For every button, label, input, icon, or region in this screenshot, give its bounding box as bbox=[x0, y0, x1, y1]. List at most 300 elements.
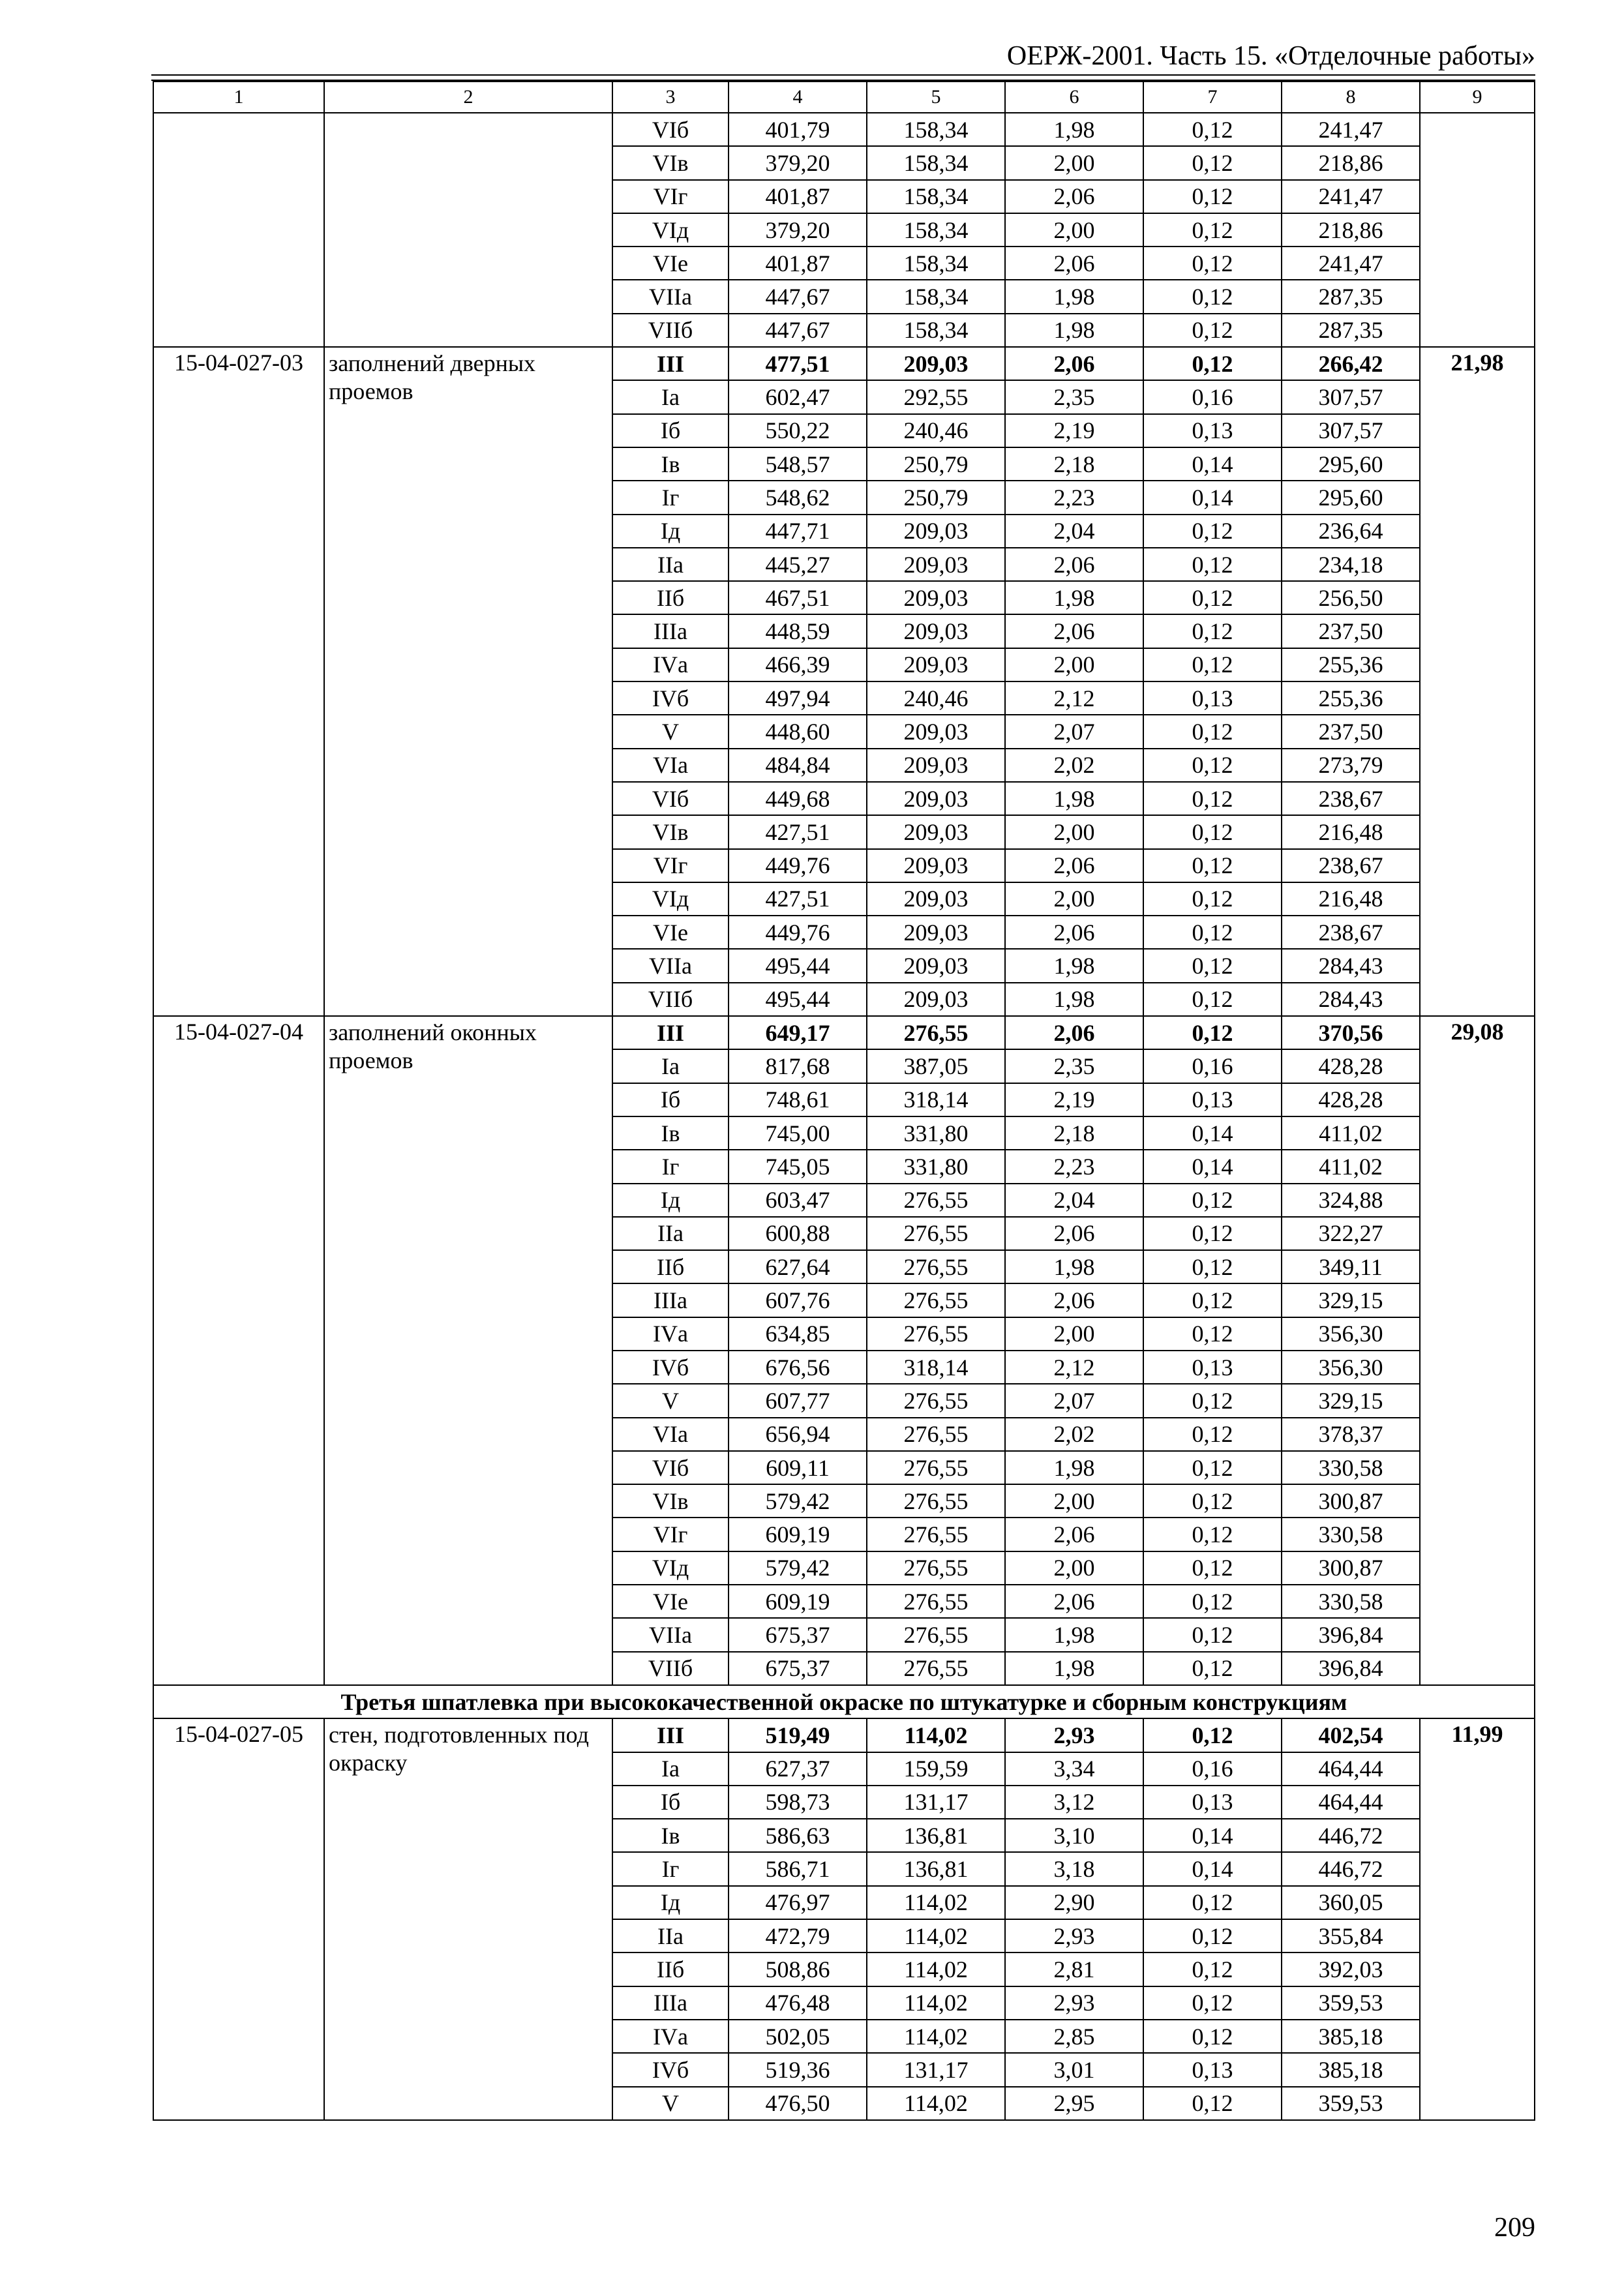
value-cell: 0,12 bbox=[1143, 882, 1282, 916]
category-cell: Iд bbox=[612, 515, 729, 548]
value-cell: 396,84 bbox=[1282, 1618, 1420, 1651]
value-cell: 209,03 bbox=[867, 782, 1005, 815]
value-cell: 2,00 bbox=[1005, 882, 1143, 916]
value-cell: 675,37 bbox=[729, 1618, 867, 1651]
category-cell: VIе bbox=[612, 1585, 729, 1618]
category-cell: Iв bbox=[612, 1819, 729, 1852]
value-cell: 0,12 bbox=[1143, 1718, 1282, 1752]
code-cell: 15-04-027-03 bbox=[153, 347, 324, 1016]
value-cell: 0,12 bbox=[1143, 2020, 1282, 2053]
value-cell: 675,37 bbox=[729, 1652, 867, 1685]
value-cell: 295,60 bbox=[1282, 447, 1420, 481]
price-table bbox=[153, 81, 1535, 2121]
value-cell: 0,12 bbox=[1143, 180, 1282, 213]
category-cell: VIIб bbox=[612, 314, 729, 347]
value-cell: 209,03 bbox=[867, 715, 1005, 748]
value-cell: 2,95 bbox=[1005, 2087, 1143, 2120]
value-cell: 627,37 bbox=[729, 1752, 867, 1786]
category-cell: Iг bbox=[612, 1150, 729, 1183]
value-cell: 0,12 bbox=[1143, 1551, 1282, 1585]
value-cell: 318,14 bbox=[867, 1083, 1005, 1116]
value-cell: 276,55 bbox=[867, 1184, 1005, 1217]
category-cell: VIIб bbox=[612, 1652, 729, 1685]
value-cell: 448,60 bbox=[729, 715, 867, 748]
value-cell: 3,10 bbox=[1005, 1819, 1143, 1852]
value-cell: 0,12 bbox=[1143, 1184, 1282, 1217]
category-cell: VIд bbox=[612, 1551, 729, 1585]
category-cell: Iг bbox=[612, 1852, 729, 1885]
value-cell: 0,12 bbox=[1143, 113, 1282, 146]
value-cell: 464,44 bbox=[1282, 1786, 1420, 1819]
category-cell: VIг bbox=[612, 180, 729, 213]
header-rule bbox=[151, 74, 1535, 76]
value-cell: 2,06 bbox=[1005, 1585, 1143, 1618]
value-cell: 355,84 bbox=[1282, 1919, 1420, 1952]
value-cell: 607,76 bbox=[729, 1283, 867, 1317]
value-cell: 287,35 bbox=[1282, 314, 1420, 347]
value-cell: 0,12 bbox=[1143, 146, 1282, 179]
category-cell: IIб bbox=[612, 581, 729, 614]
value-cell: 0,12 bbox=[1143, 213, 1282, 247]
value-cell: 2,93 bbox=[1005, 1986, 1143, 2020]
category-cell: IIб bbox=[612, 1250, 729, 1283]
value-cell: 276,55 bbox=[867, 1551, 1005, 1585]
value-cell: 331,80 bbox=[867, 1150, 1005, 1183]
value-cell: 158,34 bbox=[867, 213, 1005, 247]
value-cell: 2,85 bbox=[1005, 2020, 1143, 2053]
value-cell: 476,48 bbox=[729, 1986, 867, 2020]
value-cell: 209,03 bbox=[867, 548, 1005, 581]
category-cell: VIа bbox=[612, 1418, 729, 1451]
value-cell: 330,58 bbox=[1282, 1451, 1420, 1484]
value-cell: 216,48 bbox=[1282, 815, 1420, 848]
category-cell: V bbox=[612, 715, 729, 748]
value-cell: 602,47 bbox=[729, 380, 867, 413]
value-cell: 300,87 bbox=[1282, 1551, 1420, 1585]
category-cell: VIб bbox=[612, 1451, 729, 1484]
value-cell: 586,71 bbox=[729, 1852, 867, 1885]
value-cell: 276,55 bbox=[867, 1016, 1005, 1049]
value-cell: 466,39 bbox=[729, 648, 867, 681]
value-cell: 1,98 bbox=[1005, 314, 1143, 347]
description-cell: заполнений оконных проемов bbox=[324, 1016, 612, 1685]
value-cell: 114,02 bbox=[867, 1718, 1005, 1752]
value-cell: 359,53 bbox=[1282, 2087, 1420, 2120]
value-cell: 609,11 bbox=[729, 1451, 867, 1484]
column-number-row bbox=[153, 82, 1535, 113]
value-cell: 0,12 bbox=[1143, 614, 1282, 648]
value-cell: 2,06 bbox=[1005, 849, 1143, 882]
value-cell: 2,18 bbox=[1005, 1116, 1143, 1150]
value-cell: 2,06 bbox=[1005, 916, 1143, 949]
value-cell: 402,54 bbox=[1282, 1718, 1420, 1752]
value-cell: 0,12 bbox=[1143, 1384, 1282, 1417]
value-cell: 158,34 bbox=[867, 113, 1005, 146]
value-cell: 0,12 bbox=[1143, 548, 1282, 581]
value-cell: 1,98 bbox=[1005, 983, 1143, 1016]
value-cell: 449,68 bbox=[729, 782, 867, 815]
category-cell: Iб bbox=[612, 1786, 729, 1819]
value-cell: 411,02 bbox=[1282, 1116, 1420, 1150]
value-cell: 1,98 bbox=[1005, 949, 1143, 982]
value-cell: 209,03 bbox=[867, 815, 1005, 848]
category-cell: Iа bbox=[612, 1049, 729, 1083]
value-cell: 508,86 bbox=[729, 1952, 867, 1986]
value-cell: 209,03 bbox=[867, 749, 1005, 782]
value-cell: 318,14 bbox=[867, 1351, 1005, 1384]
value-cell: 0,14 bbox=[1143, 1819, 1282, 1852]
value-cell: 477,51 bbox=[729, 347, 867, 380]
value-cell: 401,87 bbox=[729, 247, 867, 280]
category-cell: III bbox=[612, 1016, 729, 1049]
value-cell: 579,42 bbox=[729, 1551, 867, 1585]
category-cell: Iб bbox=[612, 1083, 729, 1116]
value-cell: 2,06 bbox=[1005, 1283, 1143, 1317]
table-row bbox=[153, 1016, 1535, 1049]
value-cell: 292,55 bbox=[867, 380, 1005, 413]
category-cell: Iд bbox=[612, 1184, 729, 1217]
value-cell: 216,48 bbox=[1282, 882, 1420, 916]
value-cell: 2,18 bbox=[1005, 447, 1143, 481]
value-cell: 266,42 bbox=[1282, 347, 1420, 380]
value-cell: 598,73 bbox=[729, 1786, 867, 1819]
value-cell: 607,77 bbox=[729, 1384, 867, 1417]
category-cell: IVб bbox=[612, 681, 729, 715]
value-cell: 237,50 bbox=[1282, 715, 1420, 748]
value-cell: 2,00 bbox=[1005, 1484, 1143, 1518]
value-cell: 609,19 bbox=[729, 1585, 867, 1618]
col9-cell bbox=[1420, 113, 1535, 347]
value-cell: 2,06 bbox=[1005, 614, 1143, 648]
value-cell: 447,67 bbox=[729, 280, 867, 313]
value-cell: 0,12 bbox=[1143, 1250, 1282, 1283]
value-cell: 0,12 bbox=[1143, 949, 1282, 982]
value-cell: 385,18 bbox=[1282, 2053, 1420, 2086]
value-cell: 2,04 bbox=[1005, 515, 1143, 548]
table-row bbox=[153, 113, 1535, 146]
value-cell: 0,12 bbox=[1143, 314, 1282, 347]
column-number: 7 bbox=[1143, 82, 1282, 113]
category-cell: IVб bbox=[612, 1351, 729, 1384]
value-cell: 0,12 bbox=[1143, 1283, 1282, 1317]
value-cell: 0,12 bbox=[1143, 1016, 1282, 1049]
value-cell: 519,36 bbox=[729, 2053, 867, 2086]
value-cell: 276,55 bbox=[867, 1317, 1005, 1351]
value-cell: 209,03 bbox=[867, 949, 1005, 982]
value-cell: 448,59 bbox=[729, 614, 867, 648]
value-cell: 0,16 bbox=[1143, 1049, 1282, 1083]
value-cell: 2,00 bbox=[1005, 1551, 1143, 1585]
value-cell: 356,30 bbox=[1282, 1351, 1420, 1384]
value-cell: 379,20 bbox=[729, 213, 867, 247]
column-number: 1 bbox=[153, 82, 324, 113]
value-cell: 0,12 bbox=[1143, 1518, 1282, 1551]
value-cell: 0,12 bbox=[1143, 782, 1282, 815]
value-cell: 0,16 bbox=[1143, 1752, 1282, 1786]
value-cell: 209,03 bbox=[867, 983, 1005, 1016]
value-cell: 209,03 bbox=[867, 515, 1005, 548]
value-cell: 379,20 bbox=[729, 146, 867, 179]
value-cell: 447,67 bbox=[729, 314, 867, 347]
category-cell: IIа bbox=[612, 548, 729, 581]
value-cell: 445,27 bbox=[729, 548, 867, 581]
value-cell: 295,60 bbox=[1282, 481, 1420, 514]
table-row bbox=[153, 1718, 1535, 1752]
column-number: 6 bbox=[1005, 82, 1143, 113]
column-number: 9 bbox=[1420, 82, 1535, 113]
value-cell: 241,47 bbox=[1282, 113, 1420, 146]
value-cell: 0,14 bbox=[1143, 1852, 1282, 1885]
value-cell: 114,02 bbox=[867, 1986, 1005, 2020]
value-cell: 0,12 bbox=[1143, 1317, 1282, 1351]
value-cell: 2,02 bbox=[1005, 1418, 1143, 1451]
category-cell: VIIа bbox=[612, 280, 729, 313]
value-cell: 287,35 bbox=[1282, 280, 1420, 313]
description-cell: заполнений дверных проемов bbox=[324, 347, 612, 1016]
value-cell: 0,16 bbox=[1143, 380, 1282, 413]
category-cell: VIв bbox=[612, 146, 729, 179]
value-cell: 476,50 bbox=[729, 2087, 867, 2120]
value-cell: 0,13 bbox=[1143, 2053, 1282, 2086]
value-cell: 0,13 bbox=[1143, 1083, 1282, 1116]
value-cell: 1,98 bbox=[1005, 1250, 1143, 1283]
value-cell: 634,85 bbox=[729, 1317, 867, 1351]
value-cell: 238,67 bbox=[1282, 782, 1420, 815]
value-cell: 331,80 bbox=[867, 1116, 1005, 1150]
category-cell: IVб bbox=[612, 2053, 729, 2086]
value-cell: 449,76 bbox=[729, 849, 867, 882]
value-cell: 158,34 bbox=[867, 146, 1005, 179]
value-cell: 209,03 bbox=[867, 614, 1005, 648]
value-cell: 387,05 bbox=[867, 1049, 1005, 1083]
category-cell: VIд bbox=[612, 882, 729, 916]
value-cell: 370,56 bbox=[1282, 1016, 1420, 1049]
value-cell: 158,34 bbox=[867, 247, 1005, 280]
code-cell: 15-04-027-04 bbox=[153, 1016, 324, 1685]
value-cell: 276,55 bbox=[867, 1484, 1005, 1518]
category-cell: IVа bbox=[612, 648, 729, 681]
category-cell: Iа bbox=[612, 1752, 729, 1786]
value-cell: 550,22 bbox=[729, 414, 867, 447]
col9-cell: 21,98 bbox=[1420, 347, 1535, 1016]
value-cell: 349,11 bbox=[1282, 1250, 1420, 1283]
category-cell: VIв bbox=[612, 1484, 729, 1518]
value-cell: 114,02 bbox=[867, 1952, 1005, 1986]
value-cell: 446,72 bbox=[1282, 1852, 1420, 1885]
value-cell: 209,03 bbox=[867, 882, 1005, 916]
value-cell: 0,12 bbox=[1143, 1451, 1282, 1484]
category-cell: III bbox=[612, 1718, 729, 1752]
page-number: 209 bbox=[1494, 2213, 1535, 2243]
value-cell: 0,12 bbox=[1143, 2087, 1282, 2120]
value-cell: 0,12 bbox=[1143, 347, 1282, 380]
value-cell: 579,42 bbox=[729, 1484, 867, 1518]
value-cell: 609,19 bbox=[729, 1518, 867, 1551]
value-cell: 159,59 bbox=[867, 1752, 1005, 1786]
category-cell: IIа bbox=[612, 1919, 729, 1952]
value-cell: 2,02 bbox=[1005, 749, 1143, 782]
value-cell: 0,12 bbox=[1143, 1484, 1282, 1518]
value-cell: 359,53 bbox=[1282, 1986, 1420, 2020]
value-cell: 136,81 bbox=[867, 1852, 1005, 1885]
value-cell: 0,12 bbox=[1143, 247, 1282, 280]
value-cell: 209,03 bbox=[867, 849, 1005, 882]
value-cell: 240,46 bbox=[867, 681, 1005, 715]
value-cell: 0,14 bbox=[1143, 481, 1282, 514]
value-cell: 603,47 bbox=[729, 1184, 867, 1217]
value-cell: 307,57 bbox=[1282, 414, 1420, 447]
column-number: 4 bbox=[729, 82, 867, 113]
value-cell: 0,13 bbox=[1143, 1351, 1282, 1384]
value-cell: 218,86 bbox=[1282, 146, 1420, 179]
value-cell: 2,04 bbox=[1005, 1184, 1143, 1217]
value-cell: 2,35 bbox=[1005, 1049, 1143, 1083]
value-cell: 276,55 bbox=[867, 1585, 1005, 1618]
value-cell: 2,00 bbox=[1005, 146, 1143, 179]
value-cell: 385,18 bbox=[1282, 2020, 1420, 2053]
col9-cell: 11,99 bbox=[1420, 1718, 1535, 2120]
category-cell: Iв bbox=[612, 447, 729, 481]
value-cell: 0,13 bbox=[1143, 681, 1282, 715]
value-cell: 2,93 bbox=[1005, 1718, 1143, 1752]
description-cell: стен, подготовленных под окраску bbox=[324, 1718, 612, 2120]
category-cell: VIг bbox=[612, 1518, 729, 1551]
category-cell: IIIа bbox=[612, 1986, 729, 2020]
value-cell: 360,05 bbox=[1282, 1886, 1420, 1919]
value-cell: 401,87 bbox=[729, 180, 867, 213]
value-cell: 2,93 bbox=[1005, 1919, 1143, 1952]
column-number: 3 bbox=[612, 82, 729, 113]
value-cell: 2,19 bbox=[1005, 414, 1143, 447]
value-cell: 114,02 bbox=[867, 1886, 1005, 1919]
value-cell: 209,03 bbox=[867, 916, 1005, 949]
value-cell: 0,13 bbox=[1143, 1786, 1282, 1819]
value-cell: 209,03 bbox=[867, 581, 1005, 614]
value-cell: 2,06 bbox=[1005, 247, 1143, 280]
value-cell: 330,58 bbox=[1282, 1585, 1420, 1618]
value-cell: 324,88 bbox=[1282, 1184, 1420, 1217]
value-cell: 495,44 bbox=[729, 983, 867, 1016]
category-cell: V bbox=[612, 2087, 729, 2120]
value-cell: 158,34 bbox=[867, 314, 1005, 347]
value-cell: 276,55 bbox=[867, 1384, 1005, 1417]
value-cell: 2,06 bbox=[1005, 1518, 1143, 1551]
value-cell: 209,03 bbox=[867, 347, 1005, 380]
value-cell: 427,51 bbox=[729, 815, 867, 848]
value-cell: 276,55 bbox=[867, 1451, 1005, 1484]
value-cell: 748,61 bbox=[729, 1083, 867, 1116]
value-cell: 0,12 bbox=[1143, 1886, 1282, 1919]
value-cell: 131,17 bbox=[867, 1786, 1005, 1819]
value-cell: 284,43 bbox=[1282, 983, 1420, 1016]
table-row bbox=[153, 347, 1535, 380]
value-cell: 241,47 bbox=[1282, 180, 1420, 213]
code-cell: 15-04-027-05 bbox=[153, 1718, 324, 2120]
category-cell: Iв bbox=[612, 1116, 729, 1150]
value-cell: 745,05 bbox=[729, 1150, 867, 1183]
value-cell: 0,12 bbox=[1143, 916, 1282, 949]
value-cell: 484,84 bbox=[729, 749, 867, 782]
value-cell: 1,98 bbox=[1005, 1652, 1143, 1685]
category-cell: VIа bbox=[612, 749, 729, 782]
category-cell: IIIа bbox=[612, 1283, 729, 1317]
category-cell: IIIа bbox=[612, 614, 729, 648]
value-cell: 2,06 bbox=[1005, 548, 1143, 581]
value-cell: 330,58 bbox=[1282, 1518, 1420, 1551]
value-cell: 427,51 bbox=[729, 882, 867, 916]
value-cell: 411,02 bbox=[1282, 1150, 1420, 1183]
value-cell: 329,15 bbox=[1282, 1283, 1420, 1317]
value-cell: 446,72 bbox=[1282, 1819, 1420, 1852]
value-cell: 3,34 bbox=[1005, 1752, 1143, 1786]
category-cell: Iг bbox=[612, 481, 729, 514]
value-cell: 2,00 bbox=[1005, 1317, 1143, 1351]
value-cell: 548,57 bbox=[729, 447, 867, 481]
category-cell: IVа bbox=[612, 2020, 729, 2053]
value-cell: 136,81 bbox=[867, 1819, 1005, 1852]
value-cell: 656,94 bbox=[729, 1418, 867, 1451]
category-cell: IIб bbox=[612, 1952, 729, 1986]
value-cell: 2,19 bbox=[1005, 1083, 1143, 1116]
category-cell: IIа bbox=[612, 1217, 729, 1250]
column-number: 8 bbox=[1282, 82, 1420, 113]
value-cell: 627,64 bbox=[729, 1250, 867, 1283]
value-cell: 586,63 bbox=[729, 1819, 867, 1852]
value-cell: 0,12 bbox=[1143, 1986, 1282, 2020]
category-cell: VIIа bbox=[612, 1618, 729, 1651]
value-cell: 0,14 bbox=[1143, 447, 1282, 481]
category-cell: IVа bbox=[612, 1317, 729, 1351]
category-cell: VIе bbox=[612, 916, 729, 949]
column-number: 5 bbox=[867, 82, 1005, 113]
value-cell: 548,62 bbox=[729, 481, 867, 514]
value-cell: 1,98 bbox=[1005, 1451, 1143, 1484]
category-cell: VIIб bbox=[612, 983, 729, 1016]
value-cell: 676,56 bbox=[729, 1351, 867, 1384]
value-cell: 240,46 bbox=[867, 414, 1005, 447]
category-cell: VIд bbox=[612, 213, 729, 247]
value-cell: 428,28 bbox=[1282, 1083, 1420, 1116]
value-cell: 1,98 bbox=[1005, 113, 1143, 146]
value-cell: 238,67 bbox=[1282, 916, 1420, 949]
value-cell: 649,17 bbox=[729, 1016, 867, 1049]
value-cell: 3,12 bbox=[1005, 1786, 1143, 1819]
value-cell: 158,34 bbox=[867, 180, 1005, 213]
value-cell: 2,12 bbox=[1005, 681, 1143, 715]
value-cell: 255,36 bbox=[1282, 648, 1420, 681]
value-cell: 1,98 bbox=[1005, 280, 1143, 313]
value-cell: 2,00 bbox=[1005, 213, 1143, 247]
value-cell: 0,12 bbox=[1143, 983, 1282, 1016]
value-cell: 2,00 bbox=[1005, 815, 1143, 848]
value-cell: 378,37 bbox=[1282, 1418, 1420, 1451]
value-cell: 0,12 bbox=[1143, 1652, 1282, 1685]
value-cell: 2,90 bbox=[1005, 1886, 1143, 1919]
value-cell: 2,06 bbox=[1005, 347, 1143, 380]
value-cell: 0,12 bbox=[1143, 1919, 1282, 1952]
value-cell: 276,55 bbox=[867, 1217, 1005, 1250]
value-cell: 237,50 bbox=[1282, 614, 1420, 648]
category-cell: V bbox=[612, 1384, 729, 1417]
value-cell: 307,57 bbox=[1282, 380, 1420, 413]
value-cell: 428,28 bbox=[1282, 1049, 1420, 1083]
value-cell: 1,98 bbox=[1005, 782, 1143, 815]
value-cell: 519,49 bbox=[729, 1718, 867, 1752]
value-cell: 495,44 bbox=[729, 949, 867, 982]
value-cell: 0,12 bbox=[1143, 1618, 1282, 1651]
value-cell: 0,12 bbox=[1143, 749, 1282, 782]
value-cell: 276,55 bbox=[867, 1618, 1005, 1651]
